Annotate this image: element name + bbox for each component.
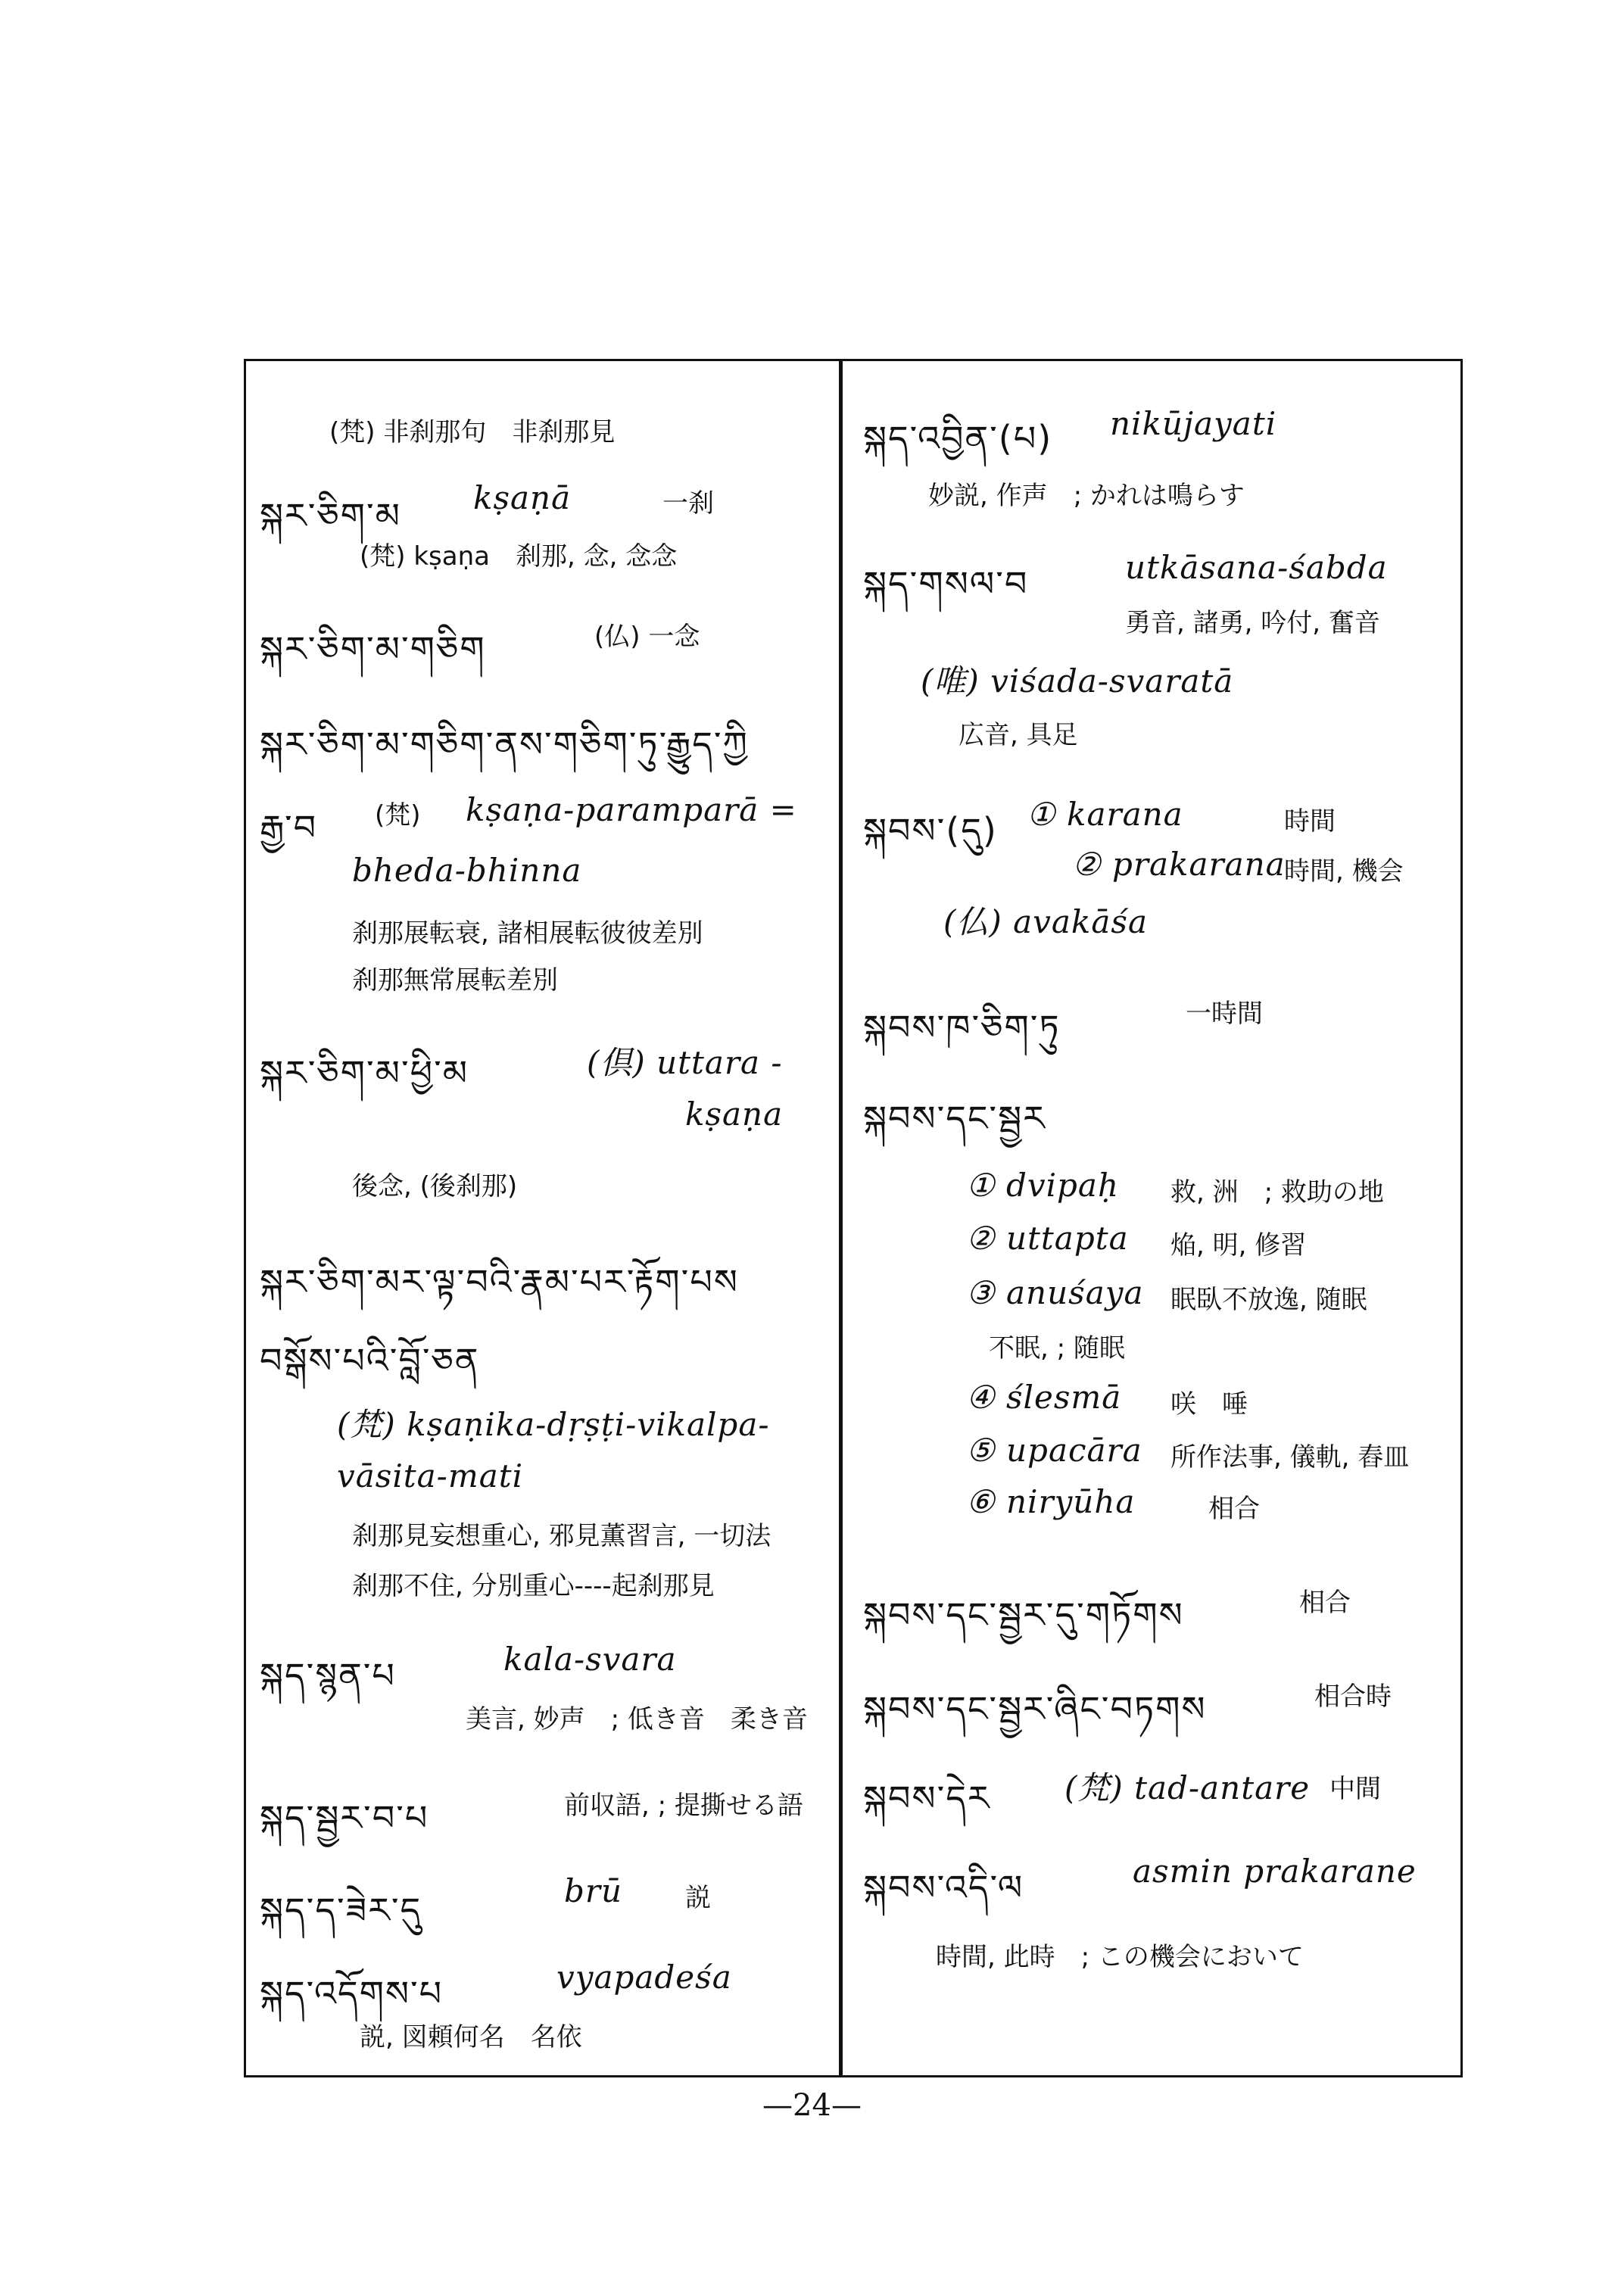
tibetan-term: སྐད་འབྱིན་(པ) (863, 418, 1053, 459)
japanese-gloss: 前収語, ; 提撕せる語 (564, 1791, 803, 1821)
tibetan-term: སྐབས་འདི་ལ (863, 1867, 1024, 1908)
sanskrit-gloss: ① dvipaḥ (966, 1167, 1120, 1204)
japanese-gloss: (梵) (375, 800, 421, 831)
japanese-gloss: 一時間 (1186, 999, 1263, 1029)
sanskrit-gloss: (梵) kṣaṇika-dṛṣṭi-vikalpa- (337, 1406, 770, 1443)
column-divider (839, 359, 843, 2077)
sanskrit-gloss: kṣaṇa (685, 1096, 784, 1133)
japanese-gloss: 相合 (1208, 1494, 1260, 1524)
tibetan-term: སྐད་གསལ་བ (863, 563, 1029, 604)
japanese-gloss: 後念, (後刹那) (352, 1171, 518, 1202)
japanese-gloss: 時間, 此時 ; この機会において (936, 1942, 1304, 1972)
sanskrit-gloss: vyapadeśa (556, 1959, 732, 1996)
tibetan-term: སྐར་ཅིག་མ (260, 495, 401, 536)
japanese-gloss: 相合 (1299, 1588, 1351, 1618)
sanskrit-gloss: asmin prakarane (1133, 1853, 1417, 1890)
sanskrit-gloss: bheda-bhinna (352, 852, 582, 889)
page-number: —24— (762, 2088, 862, 2123)
tibetan-term: བསྒོས་པའི་བློ་ཅན (260, 1340, 480, 1381)
japanese-gloss: 咲 唾 (1170, 1389, 1248, 1420)
sanskrit-gloss: (唯) viśada-svaratā (921, 662, 1234, 700)
tibetan-term: སྐད་འདོགས་པ (260, 1973, 444, 2014)
tibetan-term: སྐབས་(དུ) (863, 810, 998, 851)
sanskrit-gloss: ① karana (1027, 796, 1183, 833)
japanese-gloss: 焔, 明, 修習 (1170, 1230, 1307, 1261)
tibetan-term: སྐབས་དེར (863, 1778, 991, 1819)
japanese-gloss: 刹那展転衰, 諸相展転彼彼差別 (352, 918, 703, 949)
japanese-gloss: 所作法事, 儀軌, 舂皿 (1170, 1442, 1410, 1473)
japanese-gloss: 美言, 妙声 ; 低き音 柔き音 (466, 1704, 808, 1735)
sanskrit-gloss: ⑤ upacāra (966, 1432, 1142, 1469)
tibetan-term: སྐར་ཅིག་མ་གཅིག་ནས་གཅིག་ཏུ་རྒྱུད་ཀྱི (260, 724, 749, 765)
tibetan-term: སྐབས་དང་སྦྱར་དུ་གཏོགས (863, 1594, 1184, 1635)
japanese-gloss: 時間 (1284, 806, 1336, 837)
sanskrit-gloss: ④ ślesmā (966, 1379, 1122, 1416)
sanskrit-gloss: kṣaṇa-paramparā = (466, 791, 797, 828)
japanese-gloss: (梵) 非刹那句 非刹那見 (329, 417, 616, 447)
tibetan-term: སྐབས་ཁ་ཅིག་ཏུ (863, 1007, 1061, 1048)
dictionary-frame (244, 359, 1463, 2077)
tibetan-term: སྐར་ཅིག་མར་ལྟ་བའི་རྣམ་པར་རྟོག་པས (260, 1261, 739, 1302)
tibetan-term: སྐད་སྙན་པ (260, 1655, 396, 1696)
japanese-gloss: 説 (685, 1883, 711, 1913)
sanskrit-gloss: ③ anuśaya (966, 1274, 1144, 1311)
japanese-gloss: 刹那見妄想重心, 邪見薫習言, 一切法 (352, 1521, 771, 1551)
japanese-gloss: 妙説, 作声 ; かれは鳴らす (928, 481, 1245, 511)
tibetan-term: རྒྱ་བ (260, 807, 318, 848)
japanese-gloss: 救, 洲 ; 救助の地 (1170, 1177, 1384, 1208)
japanese-gloss: 眠臥不放逸, 随眠 (1170, 1285, 1367, 1315)
japanese-gloss: 不眠, ; 随眠 (989, 1333, 1125, 1364)
japanese-gloss: 刹那不住, 分別重心----起刹那見 (352, 1571, 715, 1601)
japanese-gloss: 刹那無常展転差別 (352, 965, 558, 996)
sanskrit-gloss: ② prakarana (1072, 846, 1286, 883)
sanskrit-gloss: (倶) uttara - (587, 1044, 783, 1081)
tibetan-term: སྐབས་དང་སྦྱར་ཞིང་བཏགས (863, 1688, 1207, 1729)
sanskrit-gloss: nikūjayati (1110, 405, 1277, 442)
sanskrit-gloss: ⑥ niryūha (966, 1483, 1136, 1520)
japanese-gloss: 広音, 具足 (959, 720, 1078, 750)
tibetan-term: སྐར་ཅིག་མ་གཅིག (260, 628, 486, 669)
tibetan-term: སྐབས་དང་སྦྱར (863, 1098, 1046, 1139)
tibetan-term: སྐར་ཅིག་མ་ཕྱི་མ (260, 1052, 469, 1093)
sanskrit-gloss: kṣaṇā (473, 479, 572, 516)
sanskrit-gloss: brū (564, 1872, 623, 1909)
sanskrit-gloss: utkāsana-śabda (1125, 549, 1388, 586)
tibetan-term: སྐད་སྦྱར་བ་པ (260, 1797, 429, 1838)
japanese-gloss: (仏) 一念 (594, 622, 700, 652)
sanskrit-gloss: (梵) tad-antare (1064, 1769, 1311, 1806)
japanese-gloss: (梵) kṣaṇa 刹那, 念, 念念 (360, 541, 678, 572)
tibetan-term: སྐད་ད་ཟེར་དུ (260, 1890, 422, 1931)
sanskrit-gloss: vāsita-mati (337, 1457, 524, 1495)
sanskrit-gloss: kala-svara (503, 1641, 677, 1678)
japanese-gloss: 中間 (1329, 1774, 1381, 1804)
japanese-gloss: 相合時 (1314, 1682, 1392, 1712)
japanese-gloss: 勇音, 諸勇, 吟付, 奮音 (1125, 608, 1380, 638)
sanskrit-gloss: ② uttapta (966, 1220, 1129, 1257)
japanese-gloss: 説, 図頼何名 名依 (360, 2022, 582, 2052)
japanese-gloss: 時間, 機会 (1284, 856, 1404, 887)
sanskrit-gloss: (仏) avakāśa (943, 903, 1149, 940)
japanese-gloss: 一刹 (662, 488, 714, 519)
